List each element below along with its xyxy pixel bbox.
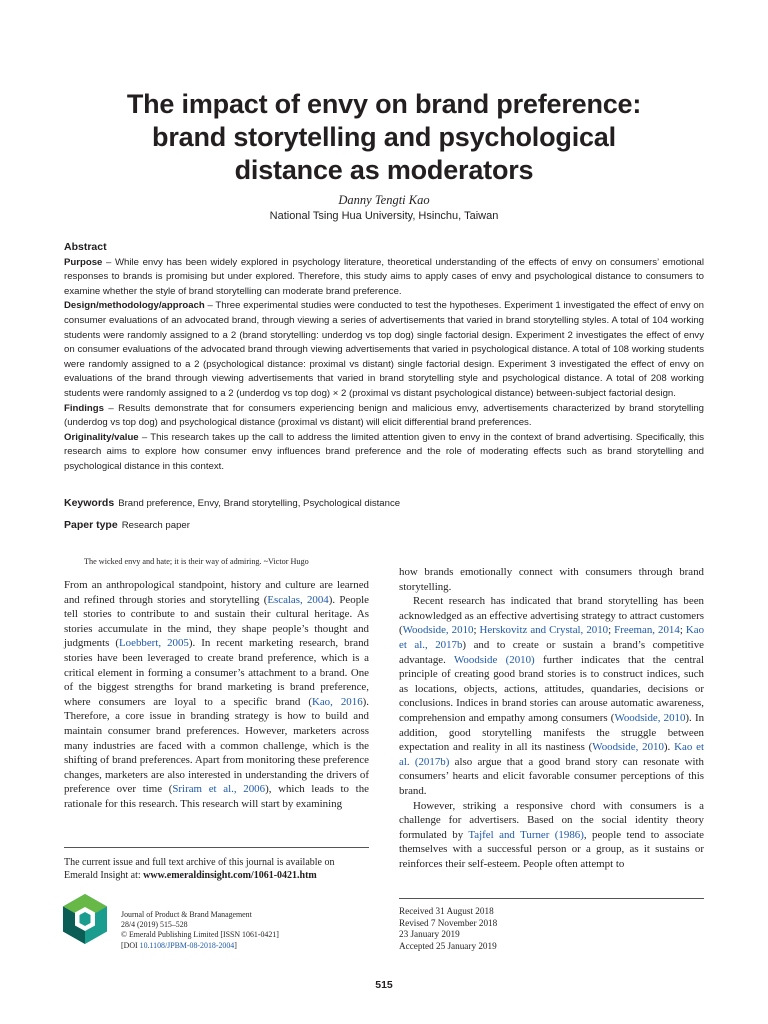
doi-prefix: [DOI [121,940,140,950]
citation-link[interactable]: Woodside, 2010 [614,711,686,724]
abstract-findings [64,402,704,431]
footer-divider-right [399,898,704,899]
findings-text: – Results demonstrate that for consumers experiencing benign and malicious envy, advertisements characterized by brand storytelling (underdog vs top dog) and psychological distance (proximal vs distant) will elicit differential brand preferences. [64,402,704,429]
title-line-3: distance as moderators [234,155,534,185]
body-text: ). In recent marketing research, brand stories have been leveraged to create brand preference, which is a critical element in forming a consumer’s attachment to a brand. One of the biggest strengths for brand marketing is brand preference, where consumers are loyal to a specific brand ( [64,637,369,708]
citation-link[interactable]: Woodside, 2010 [402,624,474,637]
archive-notice [64,856,369,883]
body-text: ). Therefore, a core issue in branding strategy is how to build and maintain consumer brand preferences. However, marketers across many industries are faced with a common challenge, which is the shifting of brand preferences. Apart from monitoring these preference changes, marketers are also interested in understanding the drivers of preference over time ( [64,695,370,796]
body-text: also argue that a good brand story can resonate with consumers’ hearts and elicit favorable consumer perceptions of this brand. [399,755,704,797]
paper-type [64,519,704,531]
citation-link[interactable]: Herskovitz and Crystal, 2010 [479,624,609,637]
date-revised-2: 23 January 2019 [399,929,460,940]
keywords [64,497,704,509]
body-paragraph [399,799,704,872]
body-text: Recent research has indicated that brand storytelling has been acknowledged as an effective advertising strategy to attract customers ( [399,595,704,637]
body-paragraph [399,594,704,798]
citation-link[interactable]: Woodside, 2010 [592,741,664,754]
originality-text: – This research takes up the call to address the limited attention given to envy in the context of brand advertising. Specifically, this research aims to explore how consumer envy influences brand preference and the role of moderating effects such as brand storytelling and psychological distance in this context. [64,431,704,472]
journal-name: Journal of Product & Brand Management [121,910,252,919]
citation-link[interactable]: Kao, 2016 [311,695,363,708]
separator: ; [608,624,615,637]
page-number: 515 [375,979,393,991]
citation-link[interactable]: Woodside (2010) [454,653,535,666]
doi-suffix: ] [234,940,237,950]
footer-divider-left [64,847,369,848]
body-text: ) and to create or sustain a brand’s competitive advantage. [399,638,704,666]
separator: ; [473,624,480,637]
citation-link[interactable]: Freeman, 2014 [614,624,680,637]
title-line-1: The impact of envy on brand preference: [126,89,642,119]
separator: ; [679,624,686,637]
purpose-label: Purpose [64,256,103,268]
keywords-text: Brand preference, Envy, Brand storytelling, Psychological distance [118,498,401,509]
body-text: ). People tell stories to contribute to and sustain their cultural heritage. As stories accumulate in the mind, they shape people’s thought and judgments ( [64,593,370,650]
author-affiliation: National Tsing Hua University, Hsinchu, Taiwan [269,210,499,222]
citation-link[interactable]: Kao et al. (2017b) [399,741,704,768]
purpose-text: – While envy has been widely explored in psychology literature, theoretical understanding of the effects of envy on consumers’ emotional responses to brands is promising but under explored. Therefore, this study aims to apply cases of envy and psychological distance to consumers to examine whether the style of brand storytelling can moderate brand preference. [64,256,704,297]
paper-type-text: Research paper [121,520,190,531]
citation-link[interactable]: Kao et al., 2017b [399,624,705,651]
body-text: , people tend to associate themselves with a successful person or a group, as it sustains or reinforces their self-esteem. People often attempt to [399,828,704,870]
body-paragraph: how brands emotionally connect with consumers through brand storytelling. [399,566,704,593]
body-text: further indicates that the central principle of creating good brand stories is to construct indices, such as locations, objects, actions, attitudes, quandaries, decisions or conclusions. Indices in brand stories can arouse automatic awareness, comprehension and empathy among consumers ( [399,653,705,724]
journal-info [121,910,361,951]
journal-doi [121,941,361,951]
body-text: ). In addition, good storytelling manifests the struggle between expectation and reality in all its nastiness ( [399,711,705,754]
archive-url-link[interactable]: www.emeraldinsight.com/1061-0421.htm [143,870,317,882]
findings-label: Findings [64,402,104,414]
body-text: ), which leads to the rationale for this research. This research will start by examining [64,783,369,810]
epigraph: The wicked envy and hate; it is their way of admiring. ~Victor Hugo [84,557,309,566]
title-line-2: brand storytelling and psychological [152,122,616,152]
abstract-heading: Abstract [64,241,107,253]
doi-link[interactable]: 10.1108/JPBM-08-2018-2004 [139,940,235,950]
article-title [40,88,728,187]
keywords-label: Keywords [64,497,115,509]
body-paragraph [64,578,369,812]
abstract-design [64,299,704,401]
body-text: However, striking a responsive chord with consumers is a challenge for advertisers. Based on the social identity theory formulated by [399,799,704,841]
journal-publisher: © Emerald Publishing Limited [ISSN 1061-0421] [121,930,279,940]
emerald-logo-icon [62,893,108,945]
citation-link[interactable]: Loebbert, 2005 [119,637,189,650]
body-column-right [399,565,704,871]
citation-link[interactable]: Sriram et al., 2006 [172,783,266,796]
design-label: Design/methodology/approach [64,300,205,312]
body-text: ). [663,741,675,754]
date-revised: Revised 7 November 2018 [399,917,498,928]
abstract-originality [64,431,704,475]
date-received: Received 31 August 2018 [399,906,494,916]
article-dates [399,906,704,952]
citation-link[interactable]: Escalas, 2004 [267,593,329,606]
abstract [64,240,704,475]
design-text: – Three experimental studies were conducted to test the hypotheses. Experiment 1 investigated the effect of envy on consumer evaluations of an advocated brand, through viewing a series of advertisements that varied in brand storytelling styles. A total of 104 working students were randomly assigned to a 2 (brand storytelling: underdog vs top dog) single factorial design. Experiment 2 investigates the effect of envy on consumer evaluations of the advocated brand through viewing advertisements that varied in psychological distance. A total of 108 working students were randomly assigned to a 2 (psychological distance: proximal vs distant) single factorial design. Experiment 3 investigated the effect of envy on evaluations of the brand through viewing advertisements that varied in brand storytelling style and psychological distance. A total of 208 working students were randomly assigned to a 2 (underdog vs top dog) × 2 (proximal vs distant psychological distance) between-subject factorial design. [64,300,704,399]
abstract-purpose [64,256,704,300]
body-text: From an anthropological standpoint, history and culture are learned and refined through stories and storytelling ( [64,579,369,606]
citation-link[interactable]: Tajfel and Turner (1986) [468,828,584,841]
journal-issue: 28/4 (2019) 515–528 [121,920,188,930]
author-name: Danny Tengti Kao [338,193,430,207]
originality-label: Originality/value [64,431,139,443]
archive-text: The current issue and full text archive of this journal is available on Emerald Insight at: [64,857,335,882]
date-accepted: Accepted 25 January 2019 [399,940,497,951]
paper-type-label: Paper type [64,519,118,531]
body-column-left [64,578,369,812]
